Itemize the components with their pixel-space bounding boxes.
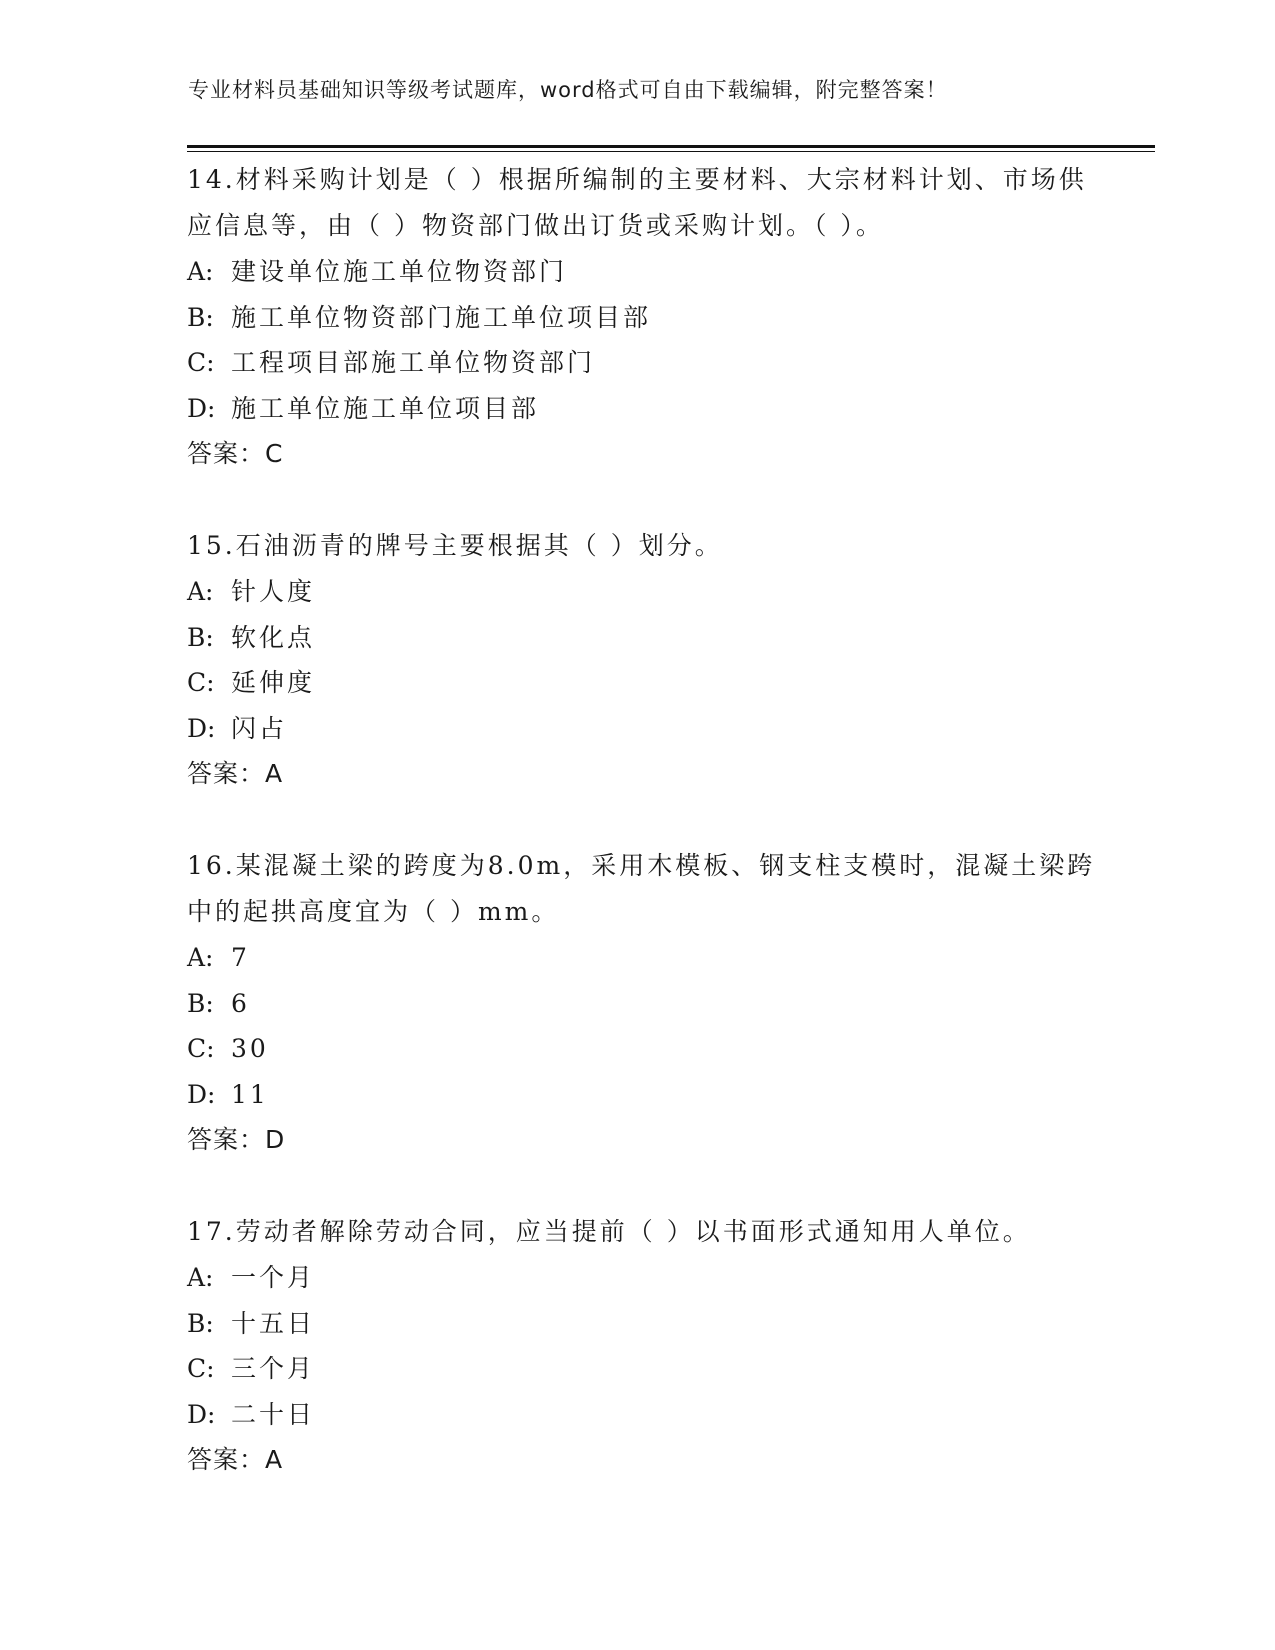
option-letter: C:: [187, 348, 215, 377]
option-letter: C:: [187, 1354, 215, 1383]
option-text: 施工单位物资部门施工单位项目部: [231, 302, 652, 332]
option-d: [187, 706, 1107, 752]
question-number: 15.: [187, 531, 236, 560]
document-header: 专业材料员基础知识等级考试题库，word格式可自由下载编辑，附完整答案！: [188, 78, 948, 102]
option-b: [187, 981, 1107, 1027]
option-letter: D:: [187, 713, 216, 743]
option-letter: A:: [187, 1263, 214, 1292]
option-c: [187, 1346, 1107, 1392]
option-letter: C:: [187, 668, 215, 697]
answer-line: 答案：C: [187, 439, 284, 468]
option-text: 建设单位施工单位物资部门: [231, 257, 568, 286]
option-c: [187, 660, 1107, 706]
option-text: 十五日: [231, 1308, 316, 1338]
option-text: 工程项目部施工单位物资部门: [231, 348, 596, 377]
option-text: 延伸度: [231, 668, 316, 697]
option-text: 6: [231, 988, 250, 1018]
option-a: [187, 569, 1107, 615]
question-stem: 材料采购计划是（ ）根据所编制的主要材料、大宗材料计划、市场供应信息等，由（ ）物资部门做出订货或采购计划。（ ）。: [187, 165, 1087, 240]
option-text: 施工单位施工单位项目部: [231, 393, 540, 423]
option-text: 二十日: [231, 1399, 316, 1429]
question-text: [187, 1209, 1107, 1255]
option-c: [187, 340, 1107, 386]
question-text: [187, 843, 1107, 935]
answer-line: 答案：A: [187, 1445, 284, 1474]
option-letter: A:: [187, 257, 214, 286]
question-number: 17.: [187, 1217, 236, 1246]
option-a: [187, 1255, 1107, 1301]
option-d: [187, 1072, 1107, 1118]
question-stem: 某混凝土梁的跨度为8.0m，采用木模板、钢支柱支模时，混凝土梁跨中的起拱高度宜为（ ）mm。: [187, 851, 1096, 926]
option-b: [187, 615, 1107, 661]
option-text: 30: [231, 1034, 269, 1063]
question-text: [187, 157, 1107, 249]
question-stem: 石油沥青的牌号主要根据其（ ）划分。: [235, 531, 723, 560]
option-letter: B:: [187, 988, 214, 1018]
option-a: [187, 935, 1107, 981]
header-rule-thick: [187, 145, 1155, 148]
option-letter: A:: [187, 943, 214, 972]
option-a: [187, 249, 1107, 295]
question-stem: 劳动者解除劳动合同，应当提前（ ）以书面形式通知用人单位。: [235, 1217, 1031, 1246]
option-d: [187, 386, 1107, 432]
option-text: 7: [231, 943, 250, 972]
option-text: 一个月: [231, 1263, 316, 1292]
option-letter: C:: [187, 1034, 215, 1063]
option-text: 软化点: [231, 622, 316, 652]
header-rule-thin: [187, 151, 1155, 152]
option-letter: D:: [187, 1399, 216, 1429]
question-14: [187, 157, 1107, 477]
option-text: 闪占: [231, 713, 288, 743]
option-letter: B:: [187, 1308, 214, 1338]
option-d: [187, 1392, 1107, 1438]
question-number: 14.: [187, 165, 236, 194]
option-b: [187, 295, 1107, 341]
option-b: [187, 1301, 1107, 1347]
option-letter: A:: [187, 577, 214, 606]
option-text: 针人度: [231, 577, 316, 606]
question-16: [187, 843, 1107, 1163]
answer-line: 答案：D: [187, 1125, 286, 1154]
answer-line: 答案：A: [187, 759, 284, 788]
option-letter: B:: [187, 622, 214, 652]
option-c: [187, 1026, 1107, 1072]
question-17: [187, 1209, 1107, 1483]
question-text: [187, 523, 1107, 569]
option-text: 三个月: [231, 1354, 316, 1383]
question-number: 16.: [187, 851, 236, 880]
option-letter: D:: [187, 1079, 216, 1109]
option-letter: B:: [187, 302, 214, 332]
option-letter: D:: [187, 393, 216, 423]
question-list: [187, 157, 1107, 1483]
option-text: 11: [231, 1079, 269, 1109]
question-15: [187, 523, 1107, 797]
